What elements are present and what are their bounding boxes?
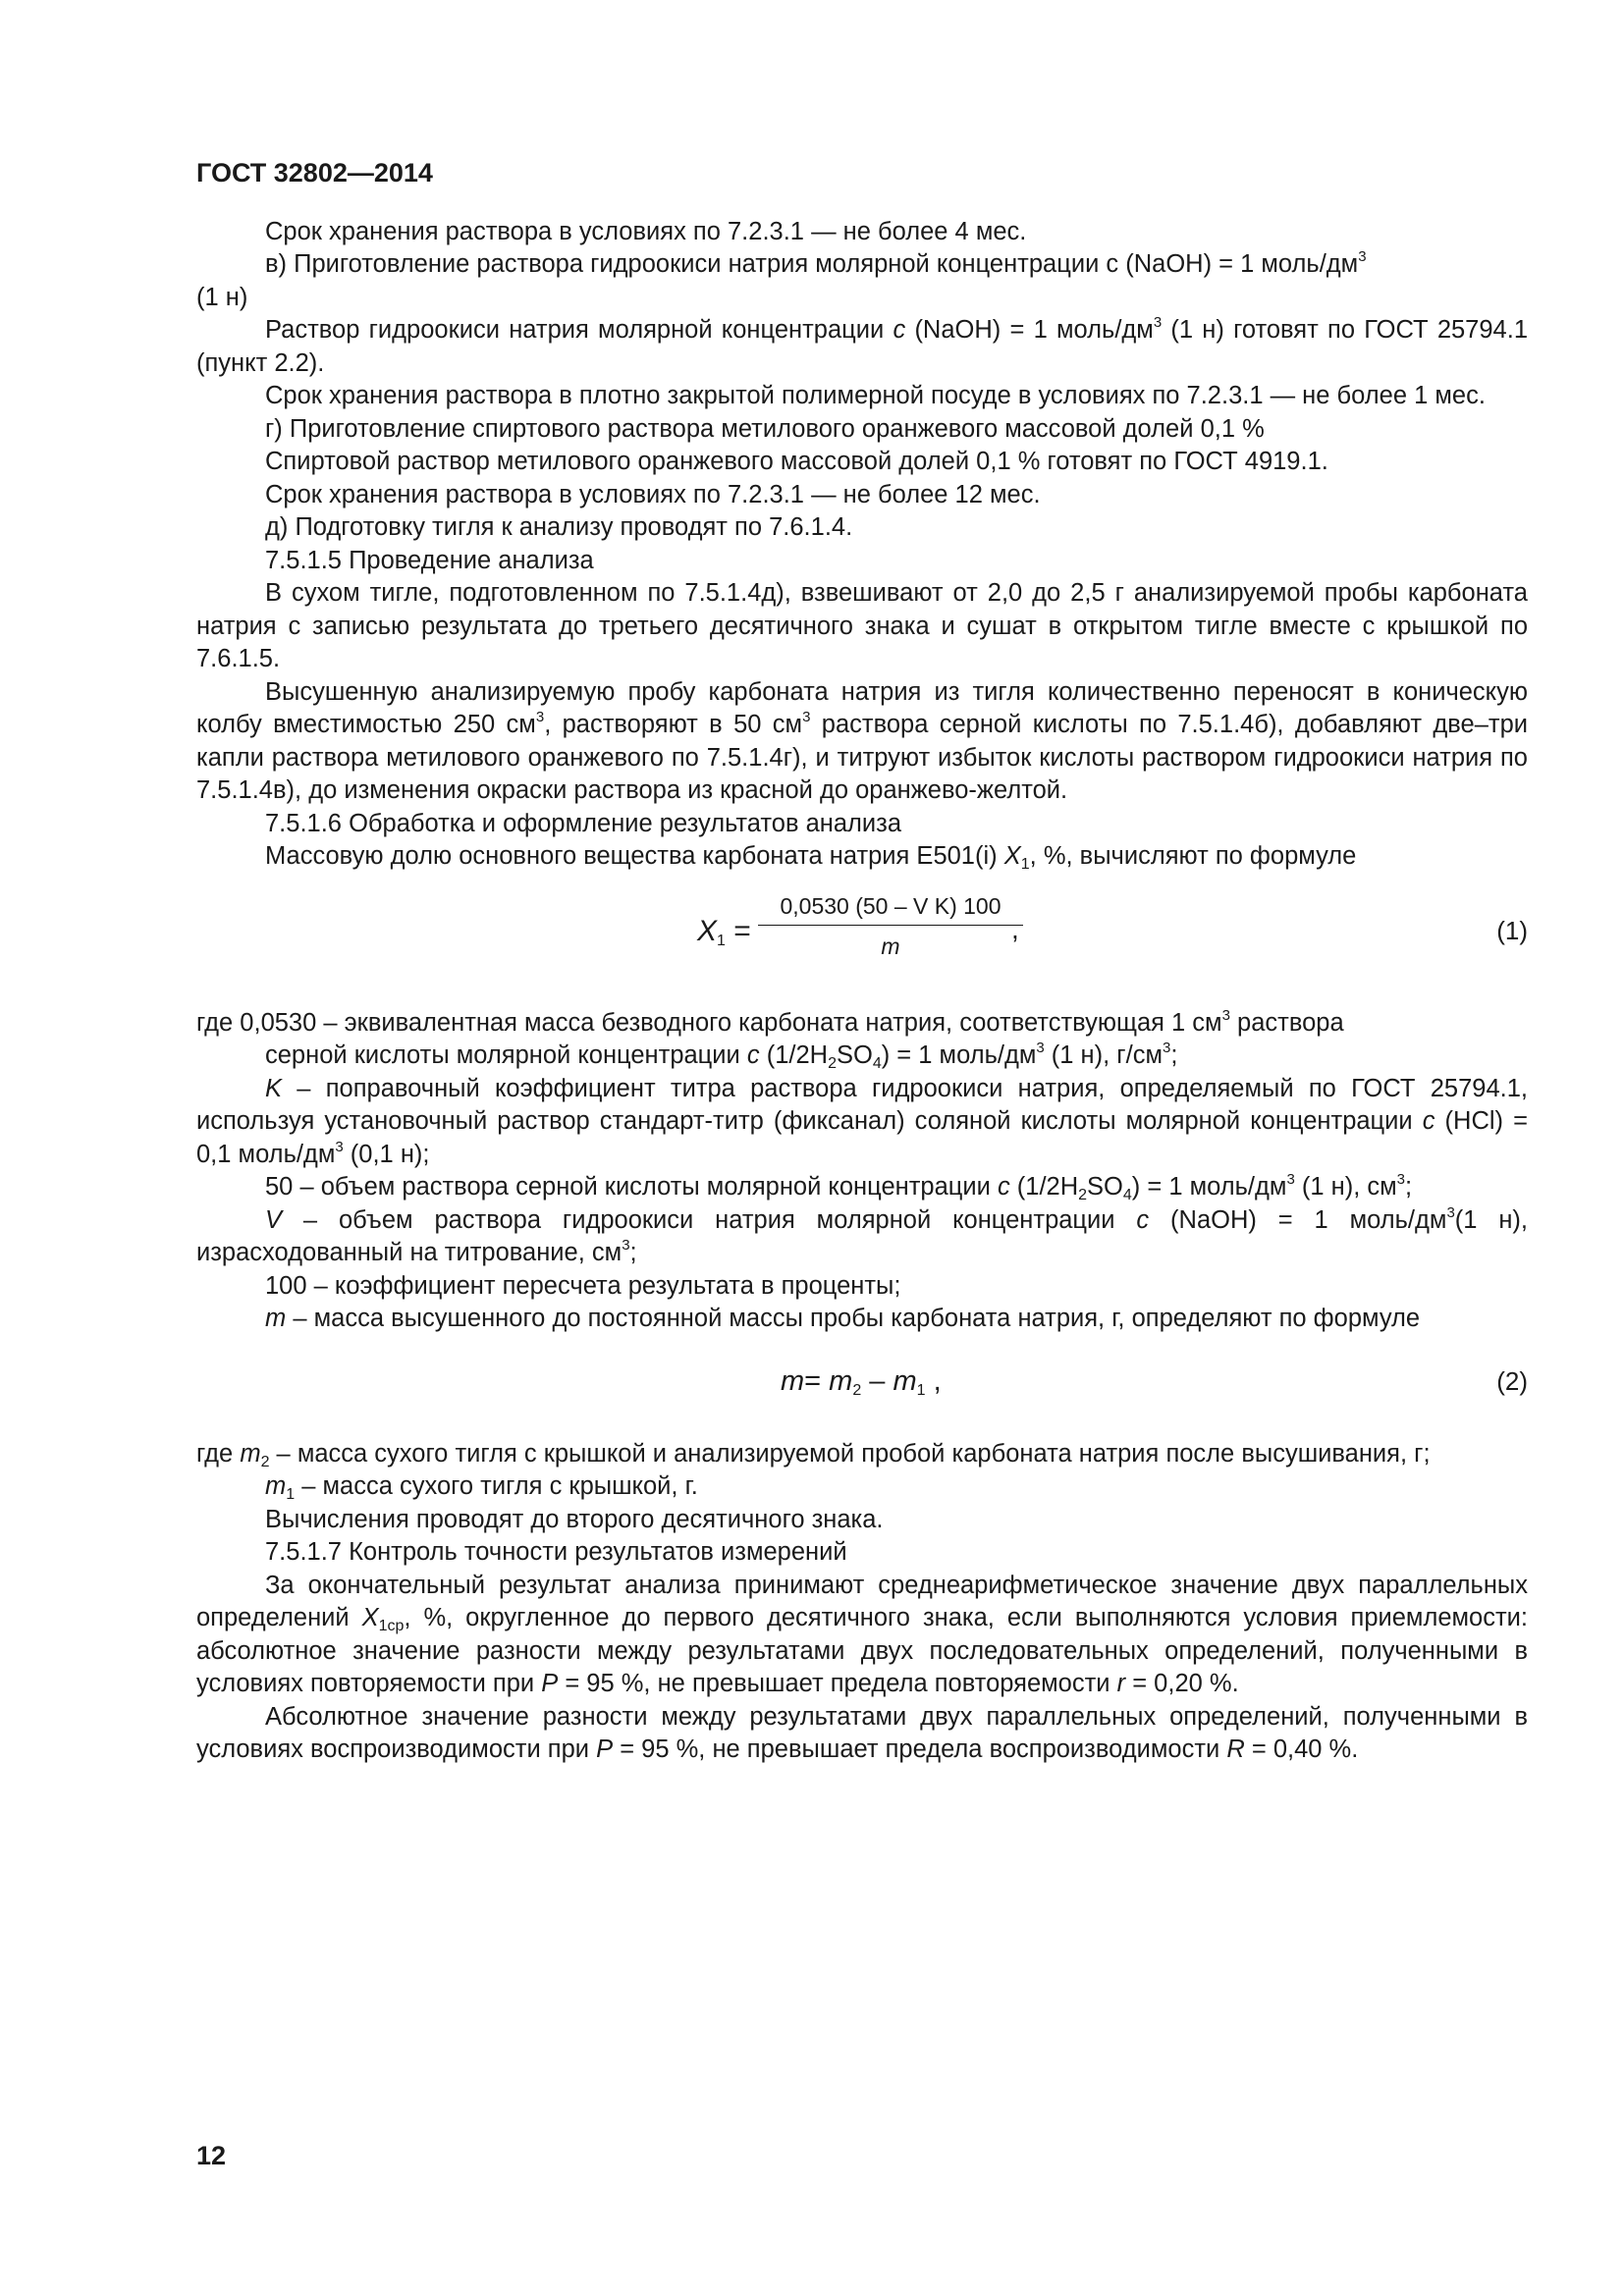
section-heading-7-5-1-6: 7.5.1.6 Обработка и оформление результатов анализа: [265, 809, 902, 837]
where-m: m – масса высушенного до постоянной массы пробы карбоната натрия, г, определяют по формуле: [265, 1305, 1421, 1332]
paragraph-crucible-prep: д) Подготовку тигля к анализу проводят по 7.6.1.4.: [265, 513, 853, 541]
formula-1: [196, 891, 1528, 986]
formula-1-number: (1): [1496, 915, 1528, 945]
paragraph-rounding: Вычисления проводят до второго десятичного знака.: [265, 1505, 884, 1533]
where-0530: где 0,0530 – эквивалентная масса безводного карбоната натрия, соответствующая 1 $см^3$ раствора: [196, 1006, 1344, 1037]
paragraph-storage-4-months: Срок хранения раствора в условиях по 7.2.3.1 — не более 4 мес.: [265, 217, 1027, 245]
paragraph-titration: Высушенную анализируемую пробу карбоната натрия из тигля количественно переносят в коническую колбу вместимостью 250 $см^3$, растворяют в 50 $см^3$ раствора серной кислоты по 7.5.1.4б), добавляют две–три капли раствора метилового оранжевого по 7.5.1.4г), и титруют избыток кислоты раствором гидроокиси натрия по 7.5.1.4в), до изменения окраски раствора из красной до оранжево-желтой.: [196, 677, 1528, 804]
page-number: 12: [196, 2141, 227, 2170]
section-heading-7-5-1-7: 7.5.1.7 Контроль точности результатов измерений: [265, 1538, 847, 1566]
paragraph-naoh-prep-title-cont: (1 н): [196, 283, 248, 311]
where-V: V – объем раствора гидроокиси натрия молярной концентрации c (NaOH) = 1 моль/$дм^3(1$ н), израсходованный на титрование, $см^3$;: [196, 1203, 1528, 1266]
where-0530-cont: серной кислоты молярной концентрации c $(1/2H_2SO_4) = 1$ моль/$дм^3$ (1 н), $г/см^3$;: [265, 1040, 1178, 1072]
where-m1: $m_1$ – масса сухого тигля с крышкой, г.: [265, 1472, 698, 1503]
section-heading-7-5-1-5: 7.5.1.5 Проведение анализа: [265, 546, 594, 574]
where-100: 100 – коэффициент пересчета результата в проценты;: [265, 1271, 901, 1300]
paragraph-repeatability: За окончательный результат анализа принимают среднеарифметическое значение двух параллельных определений $X_{1ср}$, %, округленное до первого десятичного знака, если выполняются условия приемлемости: абсолютное значение разности между результатами двух последовательных определений, полученными в условиях повторяемости при P = 95 %, не превышает предела повторяемости r = 0,20 %.: [196, 1571, 1528, 1697]
paragraph-methyl-orange-prep: Спиртовой раствор метилового оранжевого массовой долей 0,1 % готовят по ГОСТ 4919.1.: [265, 448, 1328, 475]
formula-1-denominator: m: [881, 933, 900, 959]
formula-2: [196, 1358, 1528, 1413]
where-m2: где $m_2$ – масса сухого тигля с крышкой и анализируемой пробой карбоната натрия после высушивания, г;: [196, 1439, 1431, 1470]
formula-1-numerator: 0,0530 (50 – V K) 100: [758, 891, 1023, 926]
paragraph-storage-1-month: Срок хранения раствора в плотно закрытой полимерной посуде в условиях по 7.2.3.1 — не более 1 мес.: [265, 382, 1486, 409]
paragraph-naoh-prep-title: в) Приготовление раствора гидроокиси натрия молярной концентрации с (NaOH) = 1 моль/$дм^3$: [265, 248, 1367, 278]
document-header: ГОСТ 32802—2014: [196, 158, 433, 187]
where-K: K – поправочный коэффициент титра раствора гидроокиси натрия, определяемый по ГОСТ 25794.1, используя установочный раствор стандарт-титр (фиксанал) соляной кислоты молярной концентрации c (HCl) = 0,1 моль/$дм^3$ (0,1 н);: [196, 1074, 1528, 1168]
paragraph-storage-12-months: Срок хранения раствора в условиях по 7.2.3.1 — не более 12 мес.: [265, 480, 1041, 508]
document-page: [196, 157, 1528, 1767]
where-50: 50 – объем раствора серной кислоты молярной концентрации c $(1/2H_2SO_4) = 1$ моль/$дм^3$ (1 н), $см^3$;: [265, 1171, 1413, 1203]
paragraph-reproducibility: Абсолютное значение разности между результатами двух параллельных определений, полученными в условиях воспроизводимости при P = 95 %, не превышает предела воспроизводимости R = 0,40 %.: [196, 1702, 1528, 1763]
paragraph-naoh-prep: Раствор гидроокиси натрия молярной концентрации c (NaOH) = 1 моль/$дм^3$ (1 н) готовят по ГОСТ 25794.1 (пункт 2.2).: [196, 314, 1528, 377]
paragraph-formula-intro: Массовую долю основного вещества карбоната натрия Е501(i) $X_1$, %, вычисляют по формуле: [265, 842, 1357, 873]
formula-2-body: $m= m_2 - m_1$ ,: [781, 1364, 942, 1399]
formula-1-comma: ,: [1011, 913, 1019, 944]
paragraph-methyl-orange-title: г) Приготовление спиртового раствора метилового оранжевого массовой долей 0,1 %: [265, 414, 1265, 443]
formula-1-lhs: $X_1$ =: [697, 914, 751, 949]
formula-1-fraction: [758, 891, 1023, 961]
formula-2-number: (2): [1496, 1365, 1528, 1396]
paragraph-weighing: В сухом тигле, подготовленном по 7.5.1.4д), взвешивают от 2,0 до 2,5 г анализируемой пробы карбоната натрия с записью результата до третьего десятичного знака и сушат в открытом тигле вместе с крышкой по 7.6.1.5.: [196, 579, 1528, 672]
